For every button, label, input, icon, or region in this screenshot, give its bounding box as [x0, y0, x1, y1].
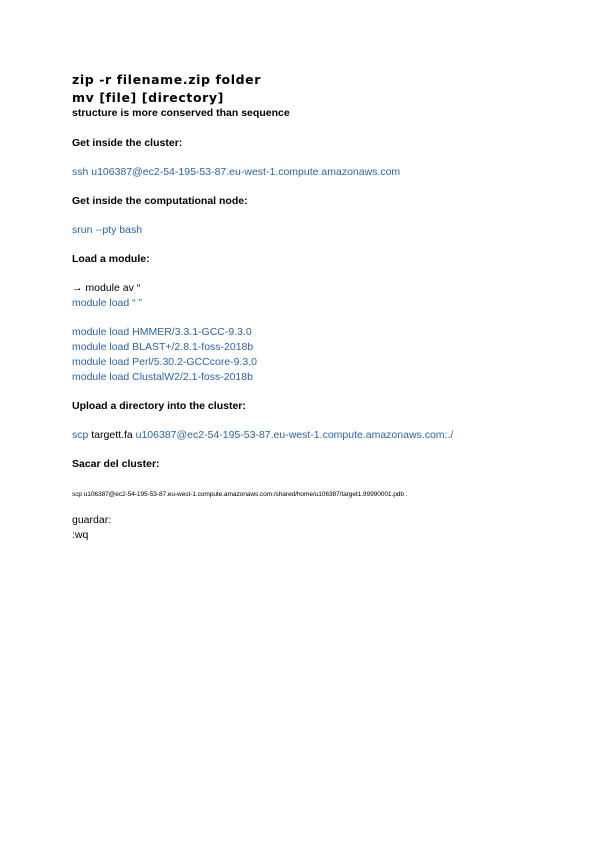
- title-zip: zip -r filename.zip folder: [72, 72, 261, 87]
- wq-command: :wq: [72, 529, 89, 541]
- module-line: module load BLAST+/2.8.1-foss-2018b: [72, 341, 254, 353]
- heading-sacar: Sacar del cluster:: [72, 458, 160, 470]
- heading-cluster: Get inside the cluster:: [72, 137, 183, 149]
- guardar-label: guardar:: [72, 514, 112, 526]
- heading-module: Load a module:: [72, 253, 150, 265]
- subtitle: structure is more conserved than sequence: [72, 107, 290, 119]
- srun-command: srun --pty bash: [72, 224, 143, 236]
- title-mv: mv [file] [directory]: [72, 90, 224, 105]
- module-line: module load ClustalW2/2.1-foss-2018b: [72, 371, 253, 383]
- scp-download-line: scp u106387@ec2-54-195-53-87.eu-west-1.compute.amazonaws.com:/shared/home/u106387/target1.99990001.pdb .: [72, 491, 408, 498]
- module-av-line: → module av “: [72, 282, 141, 294]
- heading-upload: Upload a directory into the cluster:: [72, 400, 246, 412]
- scp-destination: u106387@ec2-54-195-53-87.eu-west-1.compute.amazonaws.com:./: [135, 429, 454, 441]
- heading-node: Get inside the computational node:: [72, 195, 248, 207]
- scp-upload-line: [72, 429, 453, 442]
- module-line: module load Perl/5.30.2-GCCcore-9.3.0: [72, 356, 258, 368]
- module-load-blank: module load “ ”: [72, 297, 143, 309]
- module-line: module load HMMER/3.3.1-GCC-9.3.0: [72, 326, 252, 338]
- ssh-command: ssh u106387@ec2-54-195-53-87.eu-west-1.compute.amazonaws.com: [72, 166, 401, 178]
- scp-keyword: scp: [72, 429, 89, 441]
- scp-file: targett.fa: [88, 429, 136, 441]
